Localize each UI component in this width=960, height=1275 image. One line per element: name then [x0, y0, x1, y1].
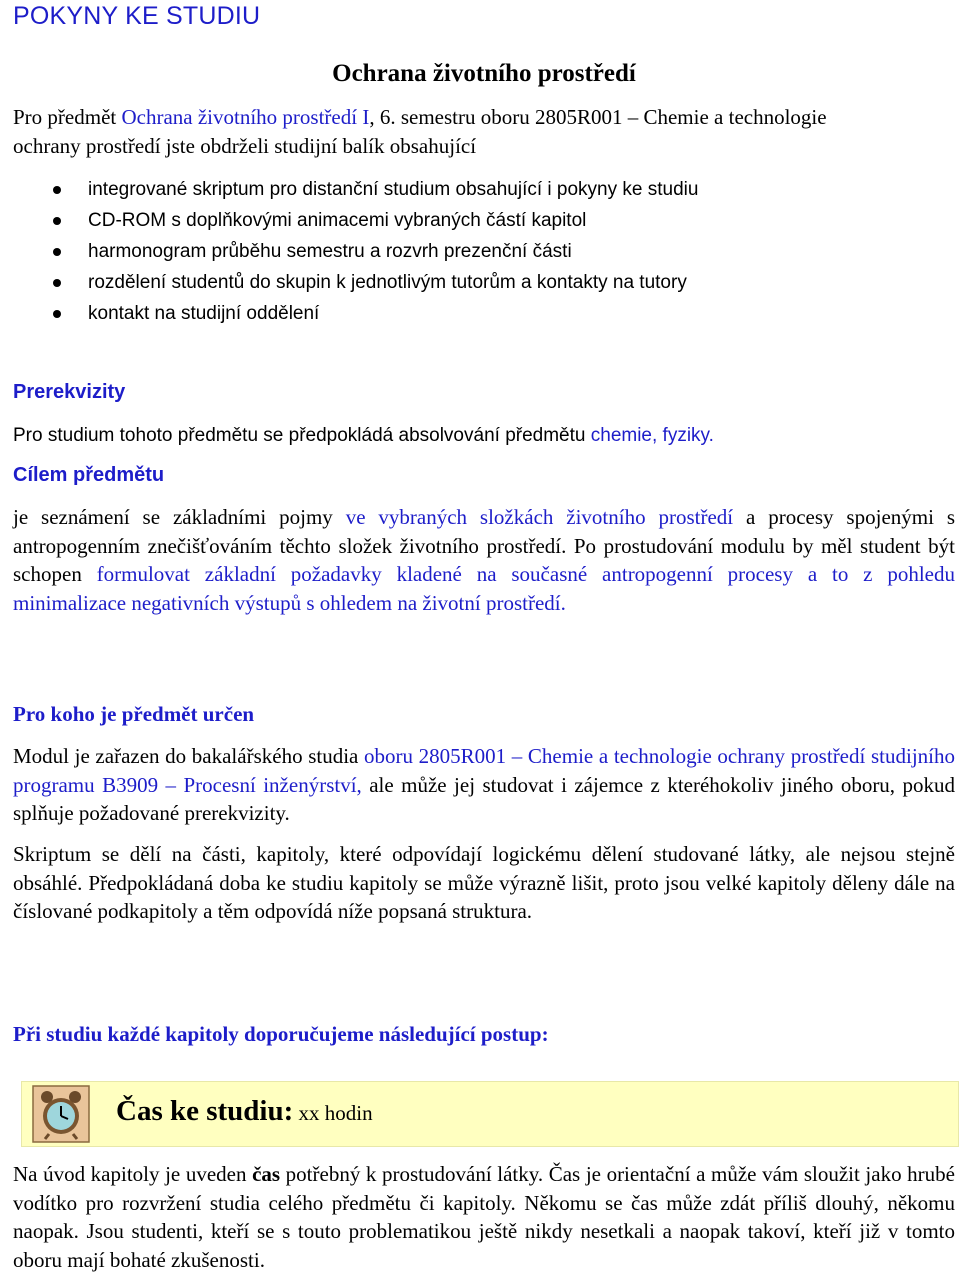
prerequisites-text	[13, 425, 714, 447]
study-time-text-1: Na úvod kapitoly je uveden	[13, 1162, 253, 1186]
list-item	[53, 298, 698, 329]
study-time-value: xx hodin	[293, 1101, 373, 1125]
list-item	[53, 205, 698, 236]
document-title: POKYNY KE STUDIU	[13, 2, 261, 30]
course-subtitle: Ochrana životního prostředí	[332, 60, 636, 87]
procedure-heading: Při studiu každé kapitoly doporučujeme následující postup:	[13, 1022, 549, 1046]
bullet-icon	[53, 279, 61, 287]
audience-text-2: ale může jej studovat i zájemce z kteréhokoliv jiného oboru, pokud splňuje požadované prerekvizity.	[13, 772, 955, 826]
list-item-text: harmonogram průběhu semestru a rozvrh prezenční části	[88, 241, 572, 262]
list-item	[53, 267, 698, 298]
course-link[interactable]: Ochrana životního prostředí I	[121, 105, 370, 129]
goal-text-2: a procesy spojenými s antropogenním znečišťováním těchto složek životního prostředí. Po prostudování modulu by měl student být schopen	[13, 505, 955, 587]
audience-text-1: Modul je zařazen do bakalářského studia	[13, 744, 365, 768]
study-time-text-2: potřebný k prostudování látky. Čas je orientační a může vám sloužit jako hrubé vodítko pro rozvržení studia celého předmětu či kapitoly. Někomu se čas může zdát příliš dlouhý, někomu naopak. Jsou studenti, kteří se s touto problematikou ještě nikdy nesetkali a naopak takoví, kteří již v tomto oboru mají bohaté zkušenosti.	[13, 1162, 955, 1273]
list-item-text: integrované skriptum pro distanční studium obsahující i pokyny ke studiu	[88, 179, 699, 200]
list-item-text: CD-ROM s doplňkovými animacemi vybraných částí kapitol	[88, 210, 587, 231]
bullet-icon	[53, 310, 61, 318]
audience-paragraph	[13, 742, 955, 828]
list-item-text: rozdělení studentů do skupin k jednotlivým tutorům a kontakty na tutory	[88, 272, 687, 293]
list-item	[53, 236, 698, 267]
study-time-keyword: čas	[252, 1162, 281, 1186]
goal-paragraph	[13, 503, 955, 618]
structure-paragraph: Skriptum se dělí na části, kapitoly, které odpovídají logickému dělení studované látky, ale nejsou stejně obsáhlé. Předpokládaná doba ke studiu kapitoly se může výrazně lišit, proto jsou velké kapitoly děleny dále na číslované podkapitoly a těm odpovídá níže popsaná struktura.	[13, 842, 955, 924]
intro-paragraph	[13, 103, 873, 161]
audience-program-link: oboru 2805R001 – Chemie a technologie ochrany prostředí studijního programu B3909 – Procesní inženýrství,	[13, 744, 955, 797]
goal-heading: Cílem předmětu	[13, 464, 165, 486]
prerequisites-text-start: Pro studium tohoto předmětu se předpokládá absolvování předmětu	[13, 425, 591, 446]
bullet-icon	[53, 186, 61, 194]
list-item	[53, 174, 698, 205]
package-list	[53, 174, 698, 329]
alarm-clock-icon	[32, 1085, 90, 1143]
goal-highlight-1: ve vybraných složkách životního prostředí	[345, 505, 734, 529]
study-time-title: Čas ke studiu:	[116, 1095, 294, 1127]
study-time-label	[116, 1095, 373, 1128]
list-item-text: kontakt na studijní oddělení	[88, 303, 320, 324]
goal-text-1: je seznámení se základními pojmy	[13, 505, 346, 529]
study-time-box	[21, 1081, 959, 1147]
intro-text-start: Pro předmět	[13, 105, 122, 129]
study-time-paragraph	[13, 1160, 955, 1275]
prerequisites-heading: Prerekvizity	[13, 381, 126, 403]
intro-text-end: , 6. semestru oboru 2805R001 – Chemie a technologie ochrany prostředí jste obdrželi studijní balík obsahující	[13, 105, 827, 158]
audience-heading: Pro koho je předmět určen	[13, 702, 255, 726]
prerequisite-subjects: chemie, fyziky.	[590, 425, 714, 446]
goal-highlight-2: formulovat základní požadavky kladené na současné antropogenní procesy a to z pohledu minimalizace negativních výstupů s ohledem na životní prostředí.	[13, 562, 955, 616]
bullet-icon	[53, 217, 61, 225]
bullet-icon	[53, 248, 61, 256]
